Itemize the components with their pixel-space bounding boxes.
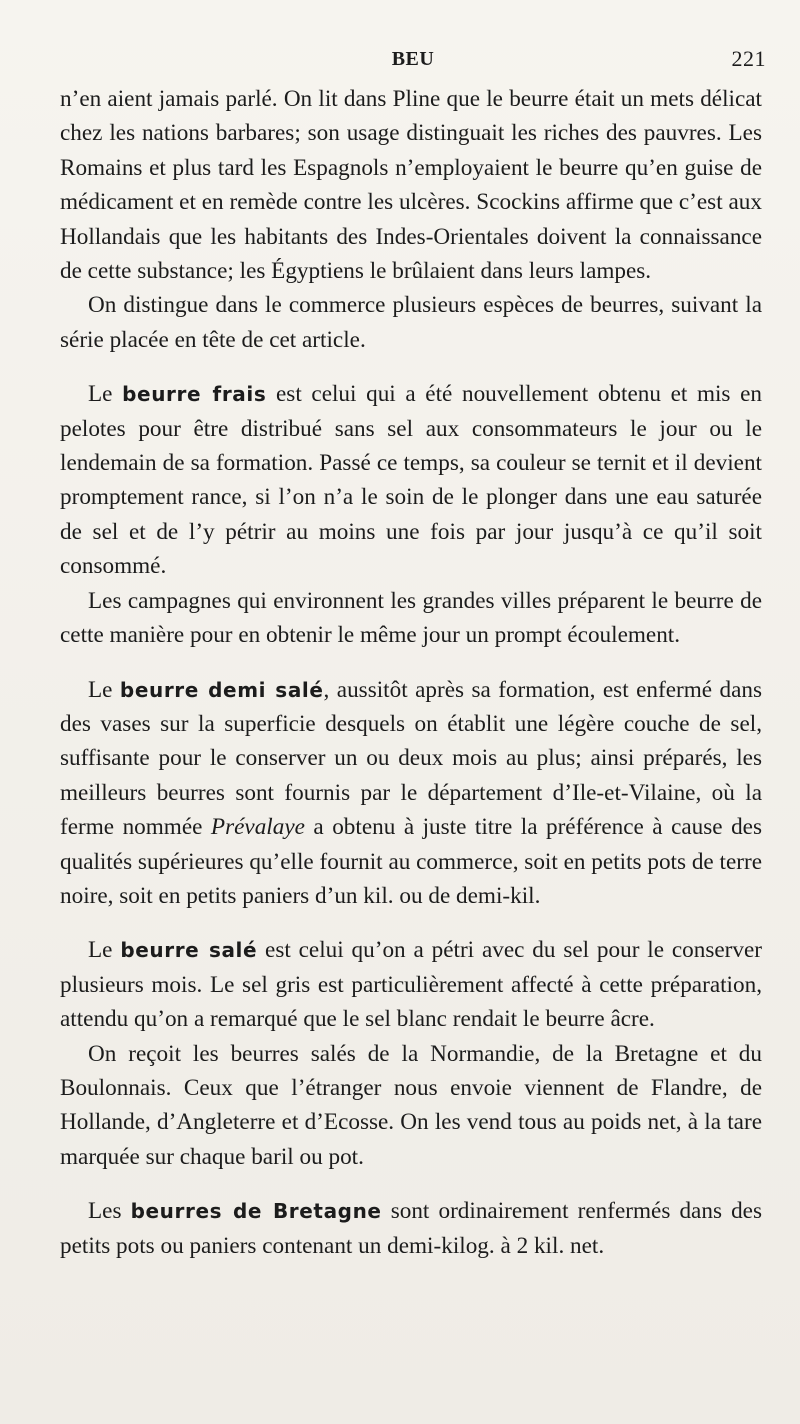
paragraph-beurres-bretagne (60, 1194, 762, 1263)
paragraph-beurre-frais (60, 377, 762, 583)
paragraph-history: n’en aient jamais parlé. On lit dans Pline que le beurre était un mets délicat chez les nations barbares; son usage distinguait les riches des pauvres. Les Romains et plus tard les Espagnols n’employaient le beurre qu’en guise de médicament et en remède contre les ulcères. Scockins affirme que c’est aux Hollandais que les habitants des Indes-Orientales doivent la connaissance de cette substance; les Égyptiens le brûlaient dans leurs lampes. (60, 86, 762, 285)
page-header (60, 44, 766, 80)
page-number: 221 (731, 46, 766, 71)
paragraph-beurre-sale (60, 933, 762, 1036)
term-beurre-sale: beurre salé (120, 938, 258, 963)
text-segment: Le (88, 937, 121, 964)
paragraph-origins: On reçoit les beurres salés de la Normandie, de la Bretagne et du Boulonnais. Ceux que l’étranger nous envoie viennent de Flandre, de Hollande, d’Angleterre et d’Ecosse. On les vend tous au poids net, à la tare marquée sur chaque baril ou pot. (60, 1040, 762, 1170)
term-beurres-bretagne: beurres de Bretagne (130, 1199, 382, 1224)
paragraph-beurre-demi-sale (60, 673, 762, 914)
text-segment: sont ordinairement renfermés dans des petits pots ou paniers contenant un demi-kilog. à 2 kil. net. (60, 1198, 762, 1259)
text-segment: , aussitôt après sa formation, est enfermé dans des vases sur la superficie desquels on établit une légère couche de sel, suffisante pour le conserver un ou deux mois au plus; ainsi préparés, les meilleurs beurres sont fournis par le département d’Ile-et-Vilaine, où la ferme nommée (60, 676, 762, 841)
paragraph-campagnes: Les campagnes qui environnent les grandes villes préparent le beurre de cette manière pour en obtenir le même jour un prompt écoulement. (60, 587, 762, 649)
running-head: BEU (391, 48, 435, 70)
text-segment: Les (88, 1198, 131, 1225)
text-segment: a obtenu à juste titre la préférence à cause des qualités supérieures qu’elle fournit au commerce, soit en petits pots de terre noire, soit en petits paniers d’un kil. ou de demi-kil. (60, 814, 762, 909)
italic-prevalaye: Prévalaye (210, 814, 305, 841)
text-segment: Le (88, 381, 123, 408)
text-segment: Le (88, 676, 120, 703)
text-segment: est celui qu’on a pétri avec du sel pour le conserver plusieurs mois. Le sel gris est particulièrement affecté à cette préparation, attendu qu’on a remarqué que le sel blanc rendait le beurre âcre. (60, 937, 762, 1033)
term-beurre-frais: beurre frais (122, 382, 267, 407)
body-text (60, 82, 762, 1263)
paragraph-species: On distingue dans le commerce plusieurs espèces de beurres, suivant la série placée en tête de cet article. (60, 292, 762, 353)
text-segment: est celui qui a été nouvellement obtenu et mis en pelotes pour être distribué sans sel aux consommateurs le jour ou le lendemain de sa formation. Passé ce temps, sa couleur se ternit et il devient promptement rance, si l’on n’a le soin de le plonger dans une eau saturée de sel et de l’y pétrir au moins une fois par jour jusqu’à ce qu’il soit consommé. (60, 381, 762, 580)
term-beurre-demi-sale: beurre demi salé (119, 677, 324, 702)
